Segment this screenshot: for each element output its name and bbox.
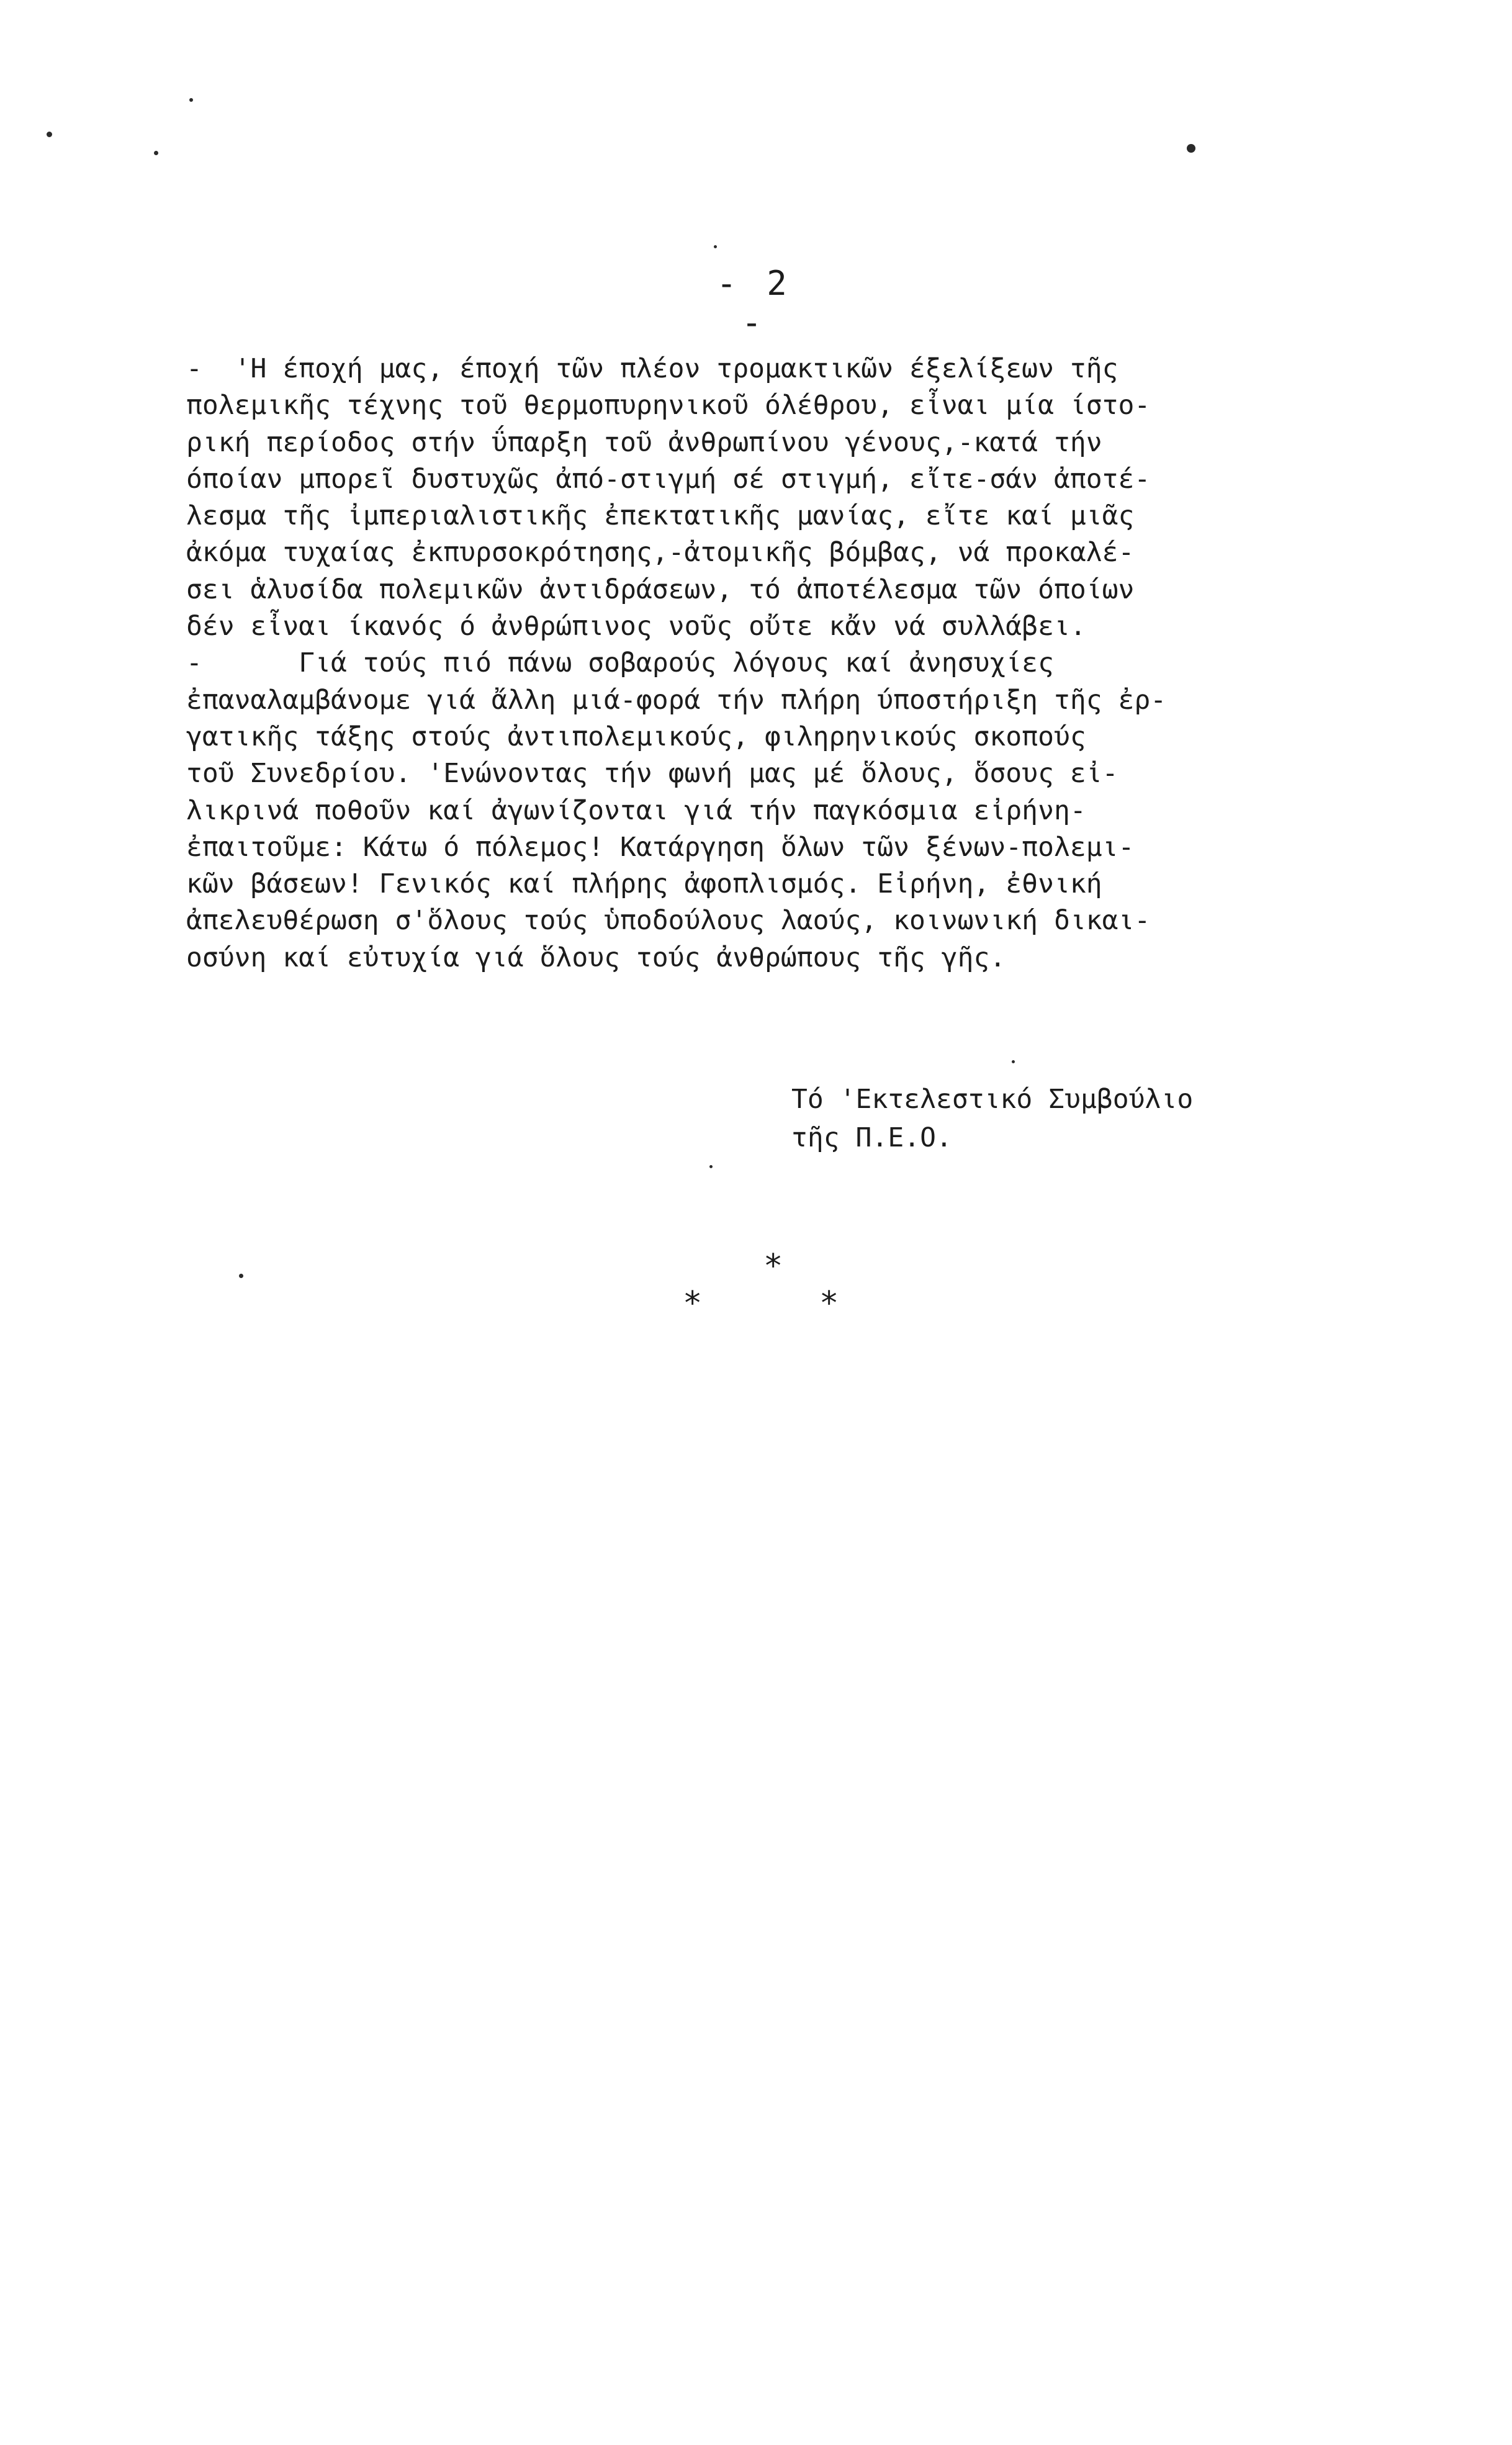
page-number: - 2 - — [716, 264, 792, 342]
body-line: δέν εἶναι ίκανός ό ἀνθρώπινος νοῦς οὔτε κἄν νά συλλάβει. — [186, 611, 1086, 642]
body-line: ἐπαναλαμβάνομε γιά ἄλλη μιά-φορά τήν πλήρη ύποστήριξη τῆς ἐρ- — [186, 684, 1167, 716]
body-line: κῶν βάσεων! Γενικός καί πλήρης ἀφοπλισμός. Εἰρήνη, ἐθνική — [186, 868, 1102, 900]
asterisk: * — [763, 1248, 783, 1285]
scan-speck — [154, 151, 158, 155]
body-line: ρική περίοδος στήν ΰπαρξη τοῦ ἀνθρωπίνου γένους,-κατά τήν — [186, 426, 1102, 458]
body-line: οσύνη καί εὐτυχία γιά ὅλους τούς ἀνθρώπους τῆς γῆς. — [186, 942, 1006, 973]
body-line: λεσμα τῆς ἰμπεριαλιστικῆς ἐπεκτατικῆς μανίας, εἴτε καί μιᾶς — [186, 500, 1135, 532]
asterisk: * — [683, 1285, 703, 1322]
signature-block — [791, 1080, 1193, 1157]
body-line: πολεμικῆς τέχνης τοῦ θερμοπυρηνικοῦ όλέθρου, εἶναι μία ίστο- — [186, 390, 1151, 421]
scan-speck — [714, 245, 717, 248]
body-line: - Γιά τούς πιό πάνω σοβαρούς λόγους καί ἀνησυχίες — [186, 647, 1054, 679]
body-line: ἐπαιτοῦμε: Κάτω ό πόλεμος! Κατάργηση ὅλων τῶν ξένων-πολεμι- — [186, 831, 1135, 863]
signature-line: τῆς Π.Ε.Ο. — [791, 1122, 952, 1153]
signature-line: Τό 'Εκτελεστικό Συμβούλιο — [791, 1084, 1194, 1115]
scan-speck — [189, 98, 193, 102]
scan-speck — [47, 132, 52, 137]
body-line: τοῦ Συνεδρίου. 'Ενώνοντας τήν φωνή μας μέ ὅλους, ὅσους εἰ- — [186, 758, 1118, 790]
asterisk: * — [819, 1285, 839, 1322]
scan-speck — [1012, 1060, 1015, 1063]
body-line: ἀκόμα τυχαίας ἐκπυρσοκρότησης,-ἀτομικῆς βόμβας, νά προκαλέ- — [186, 537, 1135, 569]
body-line: γατικῆς τάξης στούς ἀντιπολεμικούς, φιληρηνικούς σκοπούς — [186, 721, 1086, 752]
body-line: όποίαν μπορεῖ δυστυχῶς ἀπό-στιγμή σέ στιγμή, εἴτε-σάν ἀποτέ- — [186, 463, 1151, 495]
scan-speck — [1187, 144, 1195, 153]
scan-speck — [709, 1165, 713, 1168]
body-line: ἀπελευθέρωση σ'ὅλους τούς ὑποδούλους λαούς, κοινωνική δικαι- — [186, 905, 1151, 937]
asterism-separator — [683, 1248, 857, 1335]
body-text — [186, 351, 1347, 976]
body-line: σει ἁλυσίδα πολεμικῶν ἀντιδράσεων, τό ἀποτέλεσμα τῶν όποίων — [186, 574, 1135, 605]
body-line: λικρινά ποθοῦν καί ἀγωνίζονται γιά τήν παγκόσμια εἰρήνη- — [186, 795, 1086, 826]
scan-speck — [239, 1274, 243, 1278]
body-line: - 'Η έποχή μας, έποχή τῶν πλέον τρομακτικῶν έξελίξεων τῆς — [186, 353, 1118, 384]
